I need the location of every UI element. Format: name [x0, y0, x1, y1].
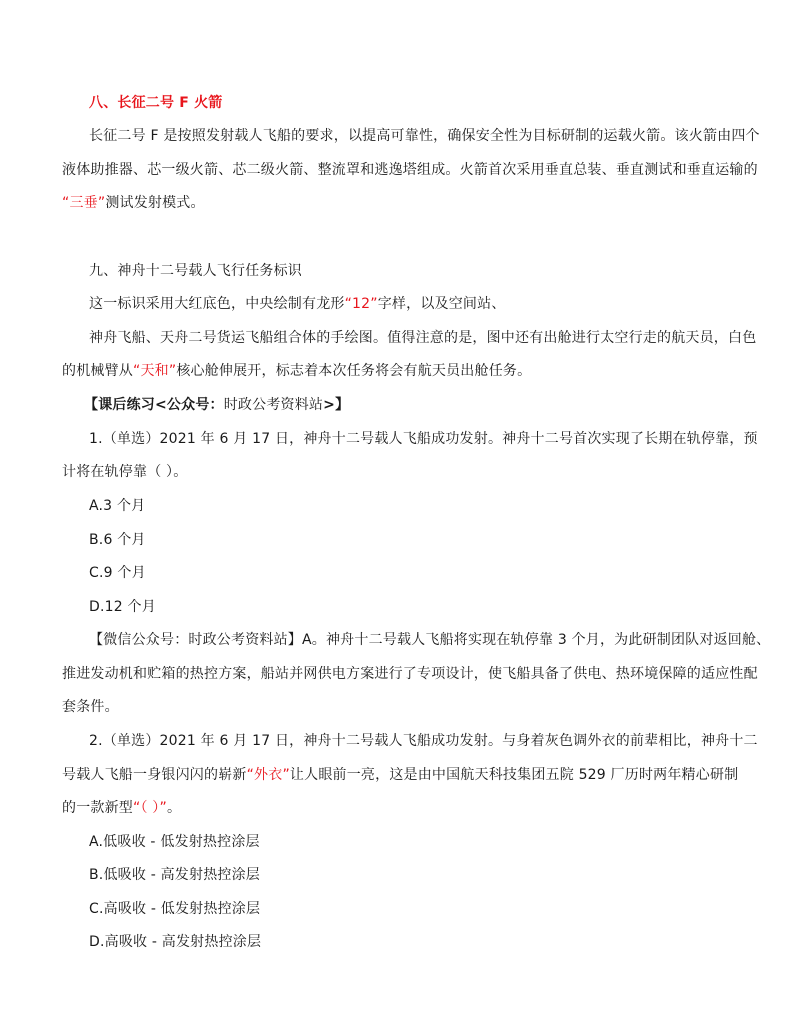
- q1-option-d: D.12 个月: [89, 599, 156, 615]
- q2-option-a: A.低吸收 - 低发射热控涂层: [89, 834, 260, 850]
- body-text: 让人眼前一亮，这是由中国航天科技集团五院 529 厂历时两年精心研制: [289, 767, 739, 783]
- section9-heading: 九、神舟十二号载人飞行任务标识: [89, 263, 302, 279]
- body-text: 字样，以及空间站、: [377, 296, 506, 312]
- q1-answer-line2: 推进发动机和贮箱的热控方案，船站并网供电方案进行了专项设计，使飞船具备了供电、热环境保障的适应性配: [62, 666, 758, 682]
- q1-option-b: B.6 个月: [89, 532, 146, 548]
- q1-answer-line3: 套条件。: [62, 699, 119, 715]
- body-text: 的一款新型: [62, 800, 133, 816]
- highlight-text: “12”: [344, 296, 378, 312]
- q1-stem-line1: 1.（单选）2021 年 6 月 17 日，神舟十二号载人飞船成功发射。神舟十二号首次实现了长期在轨停靠，预: [89, 431, 758, 447]
- practice-heading-source: 时政公考资料站: [223, 397, 324, 413]
- q1-option-a: A.3 个月: [89, 498, 146, 514]
- body-text: 这一标识采用大红底色，中央绘制有龙形: [89, 296, 345, 312]
- body-text: 的机械臂从: [62, 363, 133, 379]
- highlight-text: “三垂”: [62, 195, 106, 211]
- practice-heading-part1: 【课后练习<公众号：: [84, 397, 224, 413]
- body-text: 。: [166, 800, 182, 816]
- highlight-text: “外衣”: [246, 767, 290, 783]
- body-text: 号载人飞船一身银闪闪的崭新: [62, 767, 247, 783]
- q2-option-c: C.高吸收 - 低发射热控涂层: [89, 901, 261, 917]
- practice-heading-end: >】: [323, 397, 350, 413]
- body-text: 核心舱伸展开，标志着本次任务将会有航天员出舱任务。: [176, 363, 532, 379]
- highlight-text: “天和”: [133, 363, 177, 379]
- practice-heading: [84, 395, 349, 415]
- q1-stem-line2: 计将在轨停靠（ ）。: [62, 464, 188, 480]
- q1-option-c: C.9 个月: [89, 565, 146, 581]
- q2-stem-line1: 2.（单选）2021 年 6 月 17 日，神舟十二号载人飞船成功发射。与身着灰色调外衣的前辈相比，神舟十二: [89, 733, 758, 749]
- q2-option-b: B.低吸收 - 高发射热控涂层: [89, 867, 261, 883]
- body-text: 测试发射模式。: [105, 195, 205, 211]
- section8-paragraph-line1: 长征二号 F 是按照发射载人飞船的要求，以提高可靠性，确保安全性为目标研制的运载火箭。该火箭由四个: [89, 128, 760, 144]
- q2-stem-line2: [62, 765, 738, 785]
- q1-answer-line1: 【微信公众号：时政公考资料站】A。神舟十二号载人飞船将实现在轨停靠 3 个月，为此研制团队对返回舱、: [89, 632, 771, 648]
- section9-paragraph-line1: [89, 294, 506, 314]
- highlight-text: “（ ）”: [133, 800, 167, 816]
- q2-option-d: D.高吸收 - 高发射热控涂层: [89, 934, 262, 950]
- section8-paragraph-line2: 液体助推器、芯一级火箭、芯二级火箭、整流罩和逃逸塔组成。火箭首次采用垂直总装、垂直测试和垂直运输的: [62, 162, 758, 178]
- section8-heading: 八、长征二号 F 火箭: [89, 95, 223, 111]
- q2-stem-line3: [62, 798, 181, 818]
- section9-paragraph-line3: [62, 361, 531, 381]
- section8-paragraph-line3: [62, 193, 205, 213]
- section9-paragraph-line2: 神舟飞船、天舟二号货运飞船组合体的手绘图。值得注意的是，图中还有出舱进行太空行走的航天员，白色: [89, 330, 757, 346]
